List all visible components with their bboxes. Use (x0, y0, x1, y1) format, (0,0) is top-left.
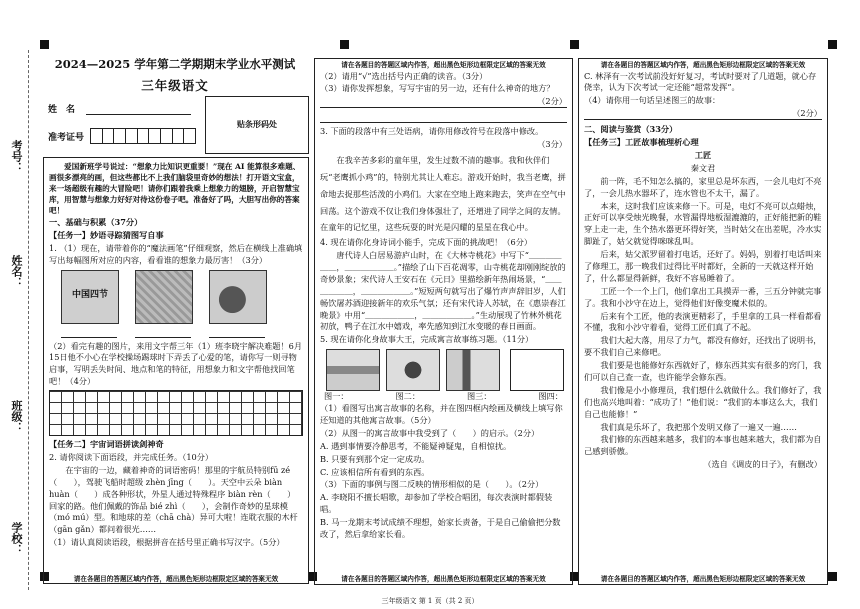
q2-3-text: （3）请你发挥想象，写写宇宙的另一边，还有什么神奇的地方？ (320, 83, 555, 94)
story-paragraph: 后来，姑父派罗留着打电话，还好了。妈妈，别着打电话叫来了修理工，那一晚我们过得比平时都好，全新的一天就这样开始了，什么都显得新鲜，我好不容易睡着了。 (584, 249, 822, 283)
q5-3-option-b: B. 马一龙期末考试成绩不理想，始家长责备，于是自己偷偷把分数改了，然后拿给家长看。 (320, 517, 561, 539)
q2-3-score: （2分） (537, 96, 567, 107)
q5-drawing-box[interactable] (510, 349, 564, 391)
q5-2-option-a: A. 遇到事情要冷静思考，不能疑神疑鬼，自相惊扰。 (320, 440, 512, 451)
name-field[interactable] (86, 114, 191, 115)
answer-panel-3 (578, 58, 828, 585)
pic-label-3: 图三： (466, 391, 492, 402)
barcode-box (205, 96, 309, 154)
story-paragraph: 前一阵，毛不知怎么搞的，家里总是坏东西，一会儿电灯不亮了，一会儿热水器坏了，连水管也不太干，漏了。 (584, 175, 822, 198)
pic-label-1: 图一： (324, 391, 349, 402)
q2-text: 2. 请你阅读下面语段，并完成任务。（10分） (49, 452, 214, 463)
q1-text: 1. （1）现在，请带着你的“魔法画笔”仔细观察，然后在横线上准确填写出每幅图所对应的内容，看看谁的想象力最厉害！（3分） (49, 242, 303, 265)
panel2-warning-bottom: 请在各题目的答题区域内作答，超出黑色矩形边框限定区域的答案无效 (341, 575, 546, 583)
side-label-exam-no: 考号： (9, 140, 23, 173)
q5-2-option-c: C. 应该相信所有看到的东西。 (320, 466, 430, 477)
writing-grid[interactable] (49, 390, 303, 436)
answer-panel-2 (314, 58, 573, 585)
q3-paragraph: 在我辛苦多彩的童年里，发生过数不清的趣事。我和伙伴们玩“老鹰抓小鸡”的，特别尤其让人难忘。游戏开始时，我当老鹰，拼命地去捉那些活泼的小鸡们。大家在空地上跑来跑去，笑声在空气中回荡。这个游戏不仅让我们身体强壮了，还增进了同学之间的友情。在童年的记忆里，这些玩耍的时光是闪耀的星星在我心中。 (320, 155, 566, 233)
section1-heading: 一、基础与积累（37分） (49, 217, 143, 227)
q3-text: 3. 下面的段落中有三处语病，请你用修改符号在段落中修改。 (320, 126, 544, 137)
ticket-number-grid[interactable] (90, 128, 196, 144)
panel3-warning-top: 请在各题目的答题区域内作答，超出黑色矩形边框限定区域的答案无效 (600, 61, 806, 69)
q5-picture-labels (320, 391, 567, 403)
side-label-school: 学校： (9, 522, 23, 555)
q2-paragraph: 在宇宙的一边，藏着神奇的词语密码！那里的宇航员特别fū zé（ ），驾驶飞船时超级 zhèn jīng（ ）。天空中云朵 biàn huàn（ ）成各种形状，外星人通过特殊程序 biàn rèn（ ）回家的路。他们佩戴的饰品 bié zhì（ ），会制作奇妙的星球模（mó mú）型。和地球的差（chā chà）异可大啦！连耽衣服的木杆（gān gǎn）都问着很光…… (49, 464, 298, 535)
story-paragraph: 后来有个工匠，他的表演更精彩了，手里拿的工具一样看都看不懂，我和小沙守着看，觉得工匠们真了不起。 (584, 310, 822, 333)
corner-mark (828, 40, 837, 49)
side-label-name: 姓名： (9, 255, 23, 288)
pic-label-2: 图二： (395, 391, 421, 402)
q5-image-1 (326, 349, 380, 391)
q1-answer-lines[interactable] (49, 326, 303, 338)
q5-4-answer-line[interactable] (584, 108, 822, 120)
name-label: 姓 名 (48, 105, 76, 115)
q1-image-3 (209, 270, 267, 324)
ticket-label: 准考证号 (48, 133, 85, 143)
corner-mark (340, 40, 349, 49)
page-footer: 三年级语文 第 1 页（共 2 页） (381, 597, 479, 605)
q1-2-text: （2）看完有趣的图片，来用文字帮三年（1）班李晓宇解决难题！6月15日他不小心在学校操场踢球时下弄丢了心爱的笔，请你写一则寻物启事，写明丢失时间、地点和笔的特征，用想象力和文字帮他找回笔吧！（4分） (49, 340, 303, 387)
task2-heading: 【任务二】宇宙词语拼读剑神奇 (49, 439, 164, 450)
story-author: 秦文君 (690, 162, 716, 173)
q2-1-text: （1）请认真阅读语段，根据拼音在括号里正确书写汉字。（5分） (49, 537, 285, 548)
q3-score: （3分） (537, 139, 567, 150)
corner-mark (40, 40, 49, 49)
task1-heading: 【任务一】妙语寻踪猜图写自事 (49, 229, 164, 240)
story-paragraph: 我们像是小小修理员，我们想什么就做什么。我们修好了，我们也高兴地叫着：“成功了！”他们说：“我们的本事这么大，我们自己也能修！” (584, 384, 822, 419)
panel1-warning-bottom: 请在各题目的答题区域内作答，超出黑色矩形边框限定区域的答案无效 (73, 575, 279, 583)
corner-mark (570, 40, 579, 49)
exam-title: 2024—2025 学年第二学期期末学业水平测试 (54, 57, 296, 71)
q5-2-text: （2）从图一的寓言故事中我受到了（ ）的启示。（2分） (320, 427, 540, 438)
q2-3-answer-line[interactable] (320, 108, 567, 123)
q5-2-option-b: B. 只要有到那个定一定成功。 (320, 453, 430, 464)
story-paragraph: 我们要是也能修好东西就好了，修东西其实有很多的窍门，我们可以自己查一查，也许能学会修东西。 (584, 360, 822, 383)
q1-image-caption: 中国四节 (71, 289, 108, 300)
q5-3-option-c: C. 林泽有一次考试前没好好复习，考试时要对了几道题，就心存侥幸，认为下次考试一定还能“超常发挥”。 (584, 70, 817, 93)
q5-text: 5. 现在请你化身故事大王，完成寓言故事练习题。（11分） (320, 334, 534, 345)
q4-paragraph: 唐代诗人白居易游庐山时，在《大林寺桃花》中写下“＿＿＿＿＿＿，＿＿＿＿＿＿。”描绘了山下百花凋零，山寺桃花却刚刚绽放的奇妙景象；宋代诗人王安石在《元日》里描绘新年热闹场景，“＿＿＿＿＿＿，＿＿＿＿＿＿。”短短两句就写出了爆竹声声辞旧岁，人们畅饮屠苏酒迎接新年的欢乐气氛；还有宋代诗人苏轼，在《惠崇春江晚景》中用“＿＿＿＿＿＿，＿＿＿＿＿＿。”生动展现了竹林外桃花初放，鸭子在江水中嬉戏，率先感知到江水变暖的春日画面。 (320, 250, 566, 332)
q5-4-text (584, 95, 822, 107)
exam-header (45, 56, 305, 95)
story-title: 工匠 (694, 150, 712, 160)
q5-1-text: （1）看图写出寓言故事的名称，并在图四框内绘画及横线上填写你还知道的其他寓言故事。（5分） (320, 403, 563, 425)
q5-image-3 (446, 349, 500, 391)
story-paragraph: 我们修的东西越来越多，我们的本事也越来越大，我们都为自己感到骄傲。 (584, 434, 822, 457)
story-paragraph: 我们真是乐坏了，我把那个发明又修了一遍又一遍…… (584, 421, 797, 432)
q5-4-score: （2分） (792, 108, 822, 119)
panel2-warning-top: 请在各题目的答题区域内作答，超出黑色矩形边框限定区域的答案无效 (341, 61, 546, 69)
q5-3-option-a: A. 李晓阳不擅长唱歌，却参加了学校合唱团，每次表演时都假装唱。 (320, 492, 553, 515)
corner-mark (828, 572, 837, 581)
story-source: （选自《调皮的日子》，有删改） (703, 459, 822, 470)
q1-image-2 (135, 270, 193, 324)
task3-heading: 【任务三】工匠故事梳理析心理 (584, 137, 699, 148)
story-paragraph: 我们大起大落，用尽了力气，都没有修好，还找出了说明书，要不我们自己来修吧。 (584, 335, 822, 358)
q5-3-text: （3）下面的事例与图二反映的情形相似的是（ ）。（2分） (320, 479, 544, 490)
q5-image-2 (386, 349, 440, 391)
story-paragraph: 本来，这时我们应该来修一下。可是，电灯不亮可以点蜡烛，正好可以享受烛光晚餐，水管漏得地板湿漉漉的，正好能把新的鞋穿上走一走，生个热水器更坏得好笑，当时姑父在出差呢，冷水实脚趾了，姑父就觉得咪咪乱叫。 (584, 200, 822, 247)
side-label-class: 班级： (9, 400, 23, 433)
panel3-warning-bottom: 请在各题目的答题区域内作答，超出黑色矩形边框限定区域的答案无效 (600, 575, 806, 583)
q1-image-1 (61, 270, 119, 324)
binding-line (28, 50, 29, 590)
q5-4-label: （4）请你用一句话呈述图三的故事： (584, 95, 721, 106)
exam-subject: 三年级语文 (141, 77, 209, 93)
q2-2-text: （2）请用“√”选出括号内正确的读音。（3分） (320, 70, 488, 81)
section2-heading: 二、阅读与鉴赏（33分） (584, 124, 678, 135)
answer-panel-1 (43, 157, 309, 584)
story-paragraph: 工匠一个一个上门，他们拿出工具摸弄一番，三五分钟就完事了。我和小沙守在边上，觉得他们好像变魔术似的。 (584, 285, 822, 308)
barcode-label: 贴条形码处 (237, 119, 277, 130)
q4-text: 4. 现在请你化身诗词小能手，完成下面的挑战吧！（6分） (320, 237, 533, 248)
intro-text: 爱国新班学号说过：“想象力比知识更重要！”现在 AI 能算很多难题、画很多漂亮的画，但这些都比不上我们脑袋里奇妙的想法！打开语文宝盒，来一场超级有趣的大冒险吧！请你们跟着我乘上想象力的翅膀，开启智慧宝库，用智慧与想象力好好对待这份卷子吧。准备好了吗，大胆写出你的答案吧！ (49, 162, 301, 215)
pic-label-4: 图四： (538, 391, 563, 402)
